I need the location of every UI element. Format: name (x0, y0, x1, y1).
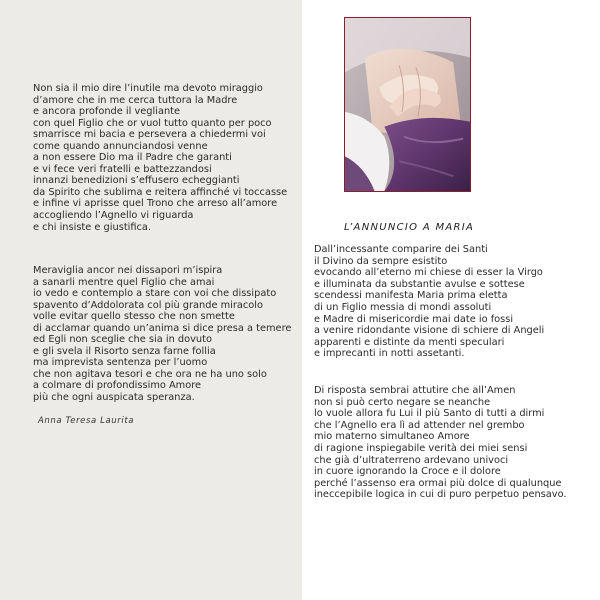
poem-line: Non sia il mio dire l’inutile ma devoto miraggio (33, 83, 263, 94)
poem-line: innanzi benedizioni s’effusero echeggianti (33, 175, 240, 187)
poem-line: non si può certo negare se neanche (314, 396, 491, 408)
poem-line: d’amore che in me cerca tuttora la Madre (33, 94, 238, 106)
poem-line: apparenti e distinte da menti speculari (314, 336, 505, 348)
left-poem-stanza-1 (33, 83, 287, 233)
poem-line: a sanarli mentre quel Figlio che amai (33, 276, 215, 288)
poem-title: L’ANNUNCIO A MARIA (344, 222, 475, 233)
poem-line: smarrisce mi bacia e persevera a chiedermi voi (33, 129, 266, 141)
poem-line: ma imprevista sentenza per l’uomo (33, 357, 208, 369)
poem-line: e vi fece veri fratelli e battezzandosi (33, 163, 212, 175)
poem-line: ed Egli non sceglie che sia in dovuto (33, 334, 212, 346)
right-page (302, 0, 600, 600)
author-signature: Anna Teresa Laurita (38, 416, 135, 426)
poem-line: di un Figlio messia di mondi assoluti (314, 301, 492, 313)
poem-line: evocando all’eterno mi chiese di esser la Virgo (314, 267, 543, 279)
poem-line: Di risposta sembrai attutire che all’Amen (314, 385, 516, 396)
poem-line: lo vuole allora fu Lui il più Santo di tutti a dirmi (314, 408, 545, 420)
right-poem-stanza-1 (314, 244, 544, 360)
poem-line: volle evitar quello stesso che non smette (33, 311, 235, 323)
poem-line: con quel Figlio che or vuol tutto quanto per poco (33, 117, 272, 129)
poem-line: e ancora profonde il vegliante (33, 106, 181, 118)
right-poem-stanza-2 (314, 385, 567, 501)
left-poem-stanza-2 (33, 265, 291, 404)
poem-line: e imprecanti in notti assetanti. (314, 348, 465, 360)
poem-line: accogliendo l’Agnello vi riguarda (33, 210, 194, 222)
poem-line: spavento d’Addolorata col più grande miracolo (33, 299, 264, 311)
poem-line: a non essere Dio ma il Padre che garanti (33, 152, 232, 164)
poem-line: e gli svela il Risorto senza farne follia (33, 345, 216, 357)
poem-line: e illuminata da substantie avulse e sottese (314, 278, 525, 290)
poem-line: io vedo e contemplo a stare con voi che dissipato (33, 288, 277, 300)
poem-line: in cuore ignorando la Croce e il dolore (314, 466, 501, 478)
poem-line: il Divino da sempre esistito (314, 255, 448, 267)
poem-line: e infine vi aprisse quel Trono che arreso all’amore (33, 198, 278, 210)
poem-line: Dall’incessante comparire dei Santi (314, 244, 488, 255)
painting-image (344, 17, 471, 192)
poem-line: ineccepibile logica in cui di puro perpetuo pensavo. (314, 489, 567, 501)
poem-line: come quando annunciandosi venne (33, 140, 208, 152)
poem-line: che già d’ultraterreno ardevano univoci (314, 454, 509, 466)
poem-line: a colmare di profondissimo Amore (33, 380, 202, 392)
poem-line: perché l’assenso era ormai più dolce di qualunque (314, 477, 562, 489)
painting-illustration (345, 18, 470, 191)
poem-line: più che ogni auspicata speranza. (33, 392, 195, 404)
poem-line: di acclamar quando un’anima si dice presa a temere (33, 322, 292, 334)
poem-line: Meraviglia ancor nei dissapori m’ispira (33, 265, 223, 276)
poem-line: da Spirito che sublima e reitera affinché vi toccasse (33, 186, 288, 198)
poem-line: e chi insiste e giustifica. (33, 221, 152, 233)
poem-line: scendessi manifesta Maria prima eletta (314, 290, 508, 302)
poem-line: che l’Agnello era lì ad attender nel grembo (314, 419, 525, 431)
poem-line: a venire ridondante visione di schiere di Angeli (314, 325, 545, 337)
poem-line: di ragione inspiegabile verità dei miei sensi (314, 442, 528, 454)
poem-line: mio materno simultaneo Amore (314, 431, 470, 443)
poem-line: e Madre di misericordie mai date io fossi (314, 313, 514, 325)
poem-line: che non agitava tesori e che ora ne ha uno solo (33, 368, 267, 380)
